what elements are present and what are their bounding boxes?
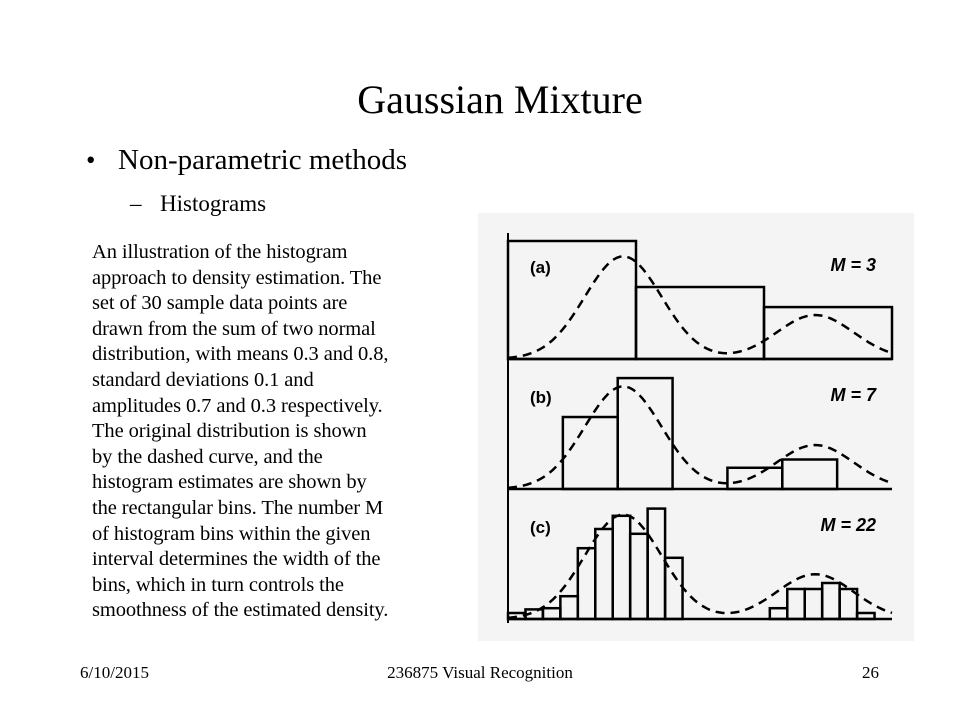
histogram-bin <box>770 608 787 619</box>
sub-bullet-item <box>130 190 266 218</box>
footer-course: 236875 Visual Recognition <box>387 663 573 682</box>
histogram-bin <box>578 548 595 619</box>
bullet-text: Non-parametric methods <box>118 144 408 176</box>
histogram-figure <box>478 213 914 641</box>
panel-label: (a) <box>530 258 551 277</box>
histogram-bin <box>636 287 764 359</box>
footer-date: 6/10/2015 <box>80 663 149 682</box>
sub-bullet-marker: – <box>130 191 142 216</box>
bullet-item <box>86 142 407 178</box>
histogram-bin <box>563 417 618 489</box>
histogram-bin <box>727 468 782 489</box>
slide-title: Gaussian Mixture <box>357 77 643 122</box>
histogram-bin <box>787 589 804 619</box>
footer-page-number: 26 <box>862 663 879 682</box>
panel-bin-count: M = 22 <box>820 515 876 535</box>
panel-label: (b) <box>530 388 552 407</box>
histogram-bin <box>560 596 577 619</box>
panel-label: (c) <box>530 518 551 537</box>
histogram-bin <box>595 529 612 619</box>
bullet-marker: • <box>86 145 96 175</box>
sub-bullet-text: Histograms <box>160 191 267 216</box>
histogram-bin <box>630 534 647 619</box>
histogram-bin <box>613 516 630 619</box>
histogram-figure-svg <box>478 213 914 641</box>
histogram-bin <box>822 583 839 619</box>
histogram-bin <box>857 613 874 619</box>
histogram-bin <box>618 378 673 489</box>
histogram-bin <box>543 608 560 619</box>
panel-bin-count: M = 3 <box>830 255 876 275</box>
histogram-bin <box>805 589 822 619</box>
histogram-bin <box>764 307 892 359</box>
histogram-bin <box>648 509 665 619</box>
figure-caption: An illustration of the histogram approach to density estimation. The set of 30 sample data points are drawn from the sum of two normal distribution, with means 0.3 and 0.8, standard deviations 0.1 and amplitudes 0.7 and 0.3 respectively. The original distribution is shown by the dashed curve, and the histogram estimates are shown by the rectangular bins. The number M of histogram bins within the given interval determines the width of the bins, which in turn controls the smoothness of the estimated density. <box>92 241 389 622</box>
histogram-bin <box>782 460 837 490</box>
panel-bin-count: M = 7 <box>830 385 876 405</box>
